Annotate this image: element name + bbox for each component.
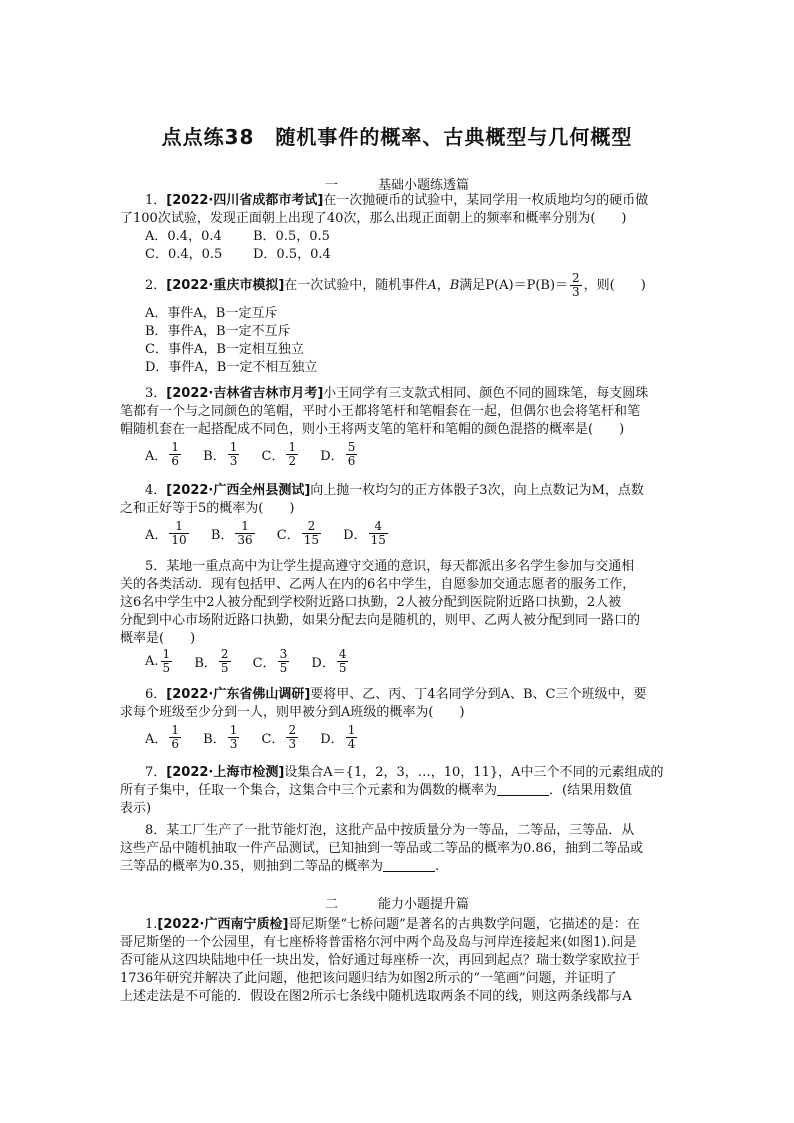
fraction [337,648,349,675]
numerator: 1 [171,723,180,737]
problem-1 [145,916,705,934]
denominator: 3 [572,285,580,299]
option-row [145,441,375,468]
numerator: 1 [347,723,356,737]
fraction [161,648,173,675]
denominator: 6 [347,454,356,468]
numerator: 1 [288,440,297,454]
question-text: 了100次试验，发现正面朝上出现了40次，那么出现正面朝上的频率和概率分别为( ) [120,211,627,226]
separator: ， [436,278,450,293]
denominator: 36 [237,533,253,547]
page-title: 点点练38 随机事件的概率、古典概型与几何概型 [161,125,633,149]
question-text: 满足 [459,278,486,293]
numerator: 4 [374,519,383,533]
fraction [346,441,358,468]
question-2 [145,272,705,299]
question-text: 帽随机套在一起搭配成不同色，则小王将两支笔的笔杆和笔帽的颜色混搭的概率是( ) [120,422,625,437]
question-text: 要将甲、乙、丙、丁4名同学分到A、B、C三个班级中，要 [310,687,647,702]
question-source: [2022·上海市检测] [166,765,285,780]
fraction [169,520,188,547]
question-number: 8． [145,823,167,838]
equation: P(A)＝P(B)＝ [485,278,569,293]
numerator: 5 [347,440,356,454]
section-label: 能力小题提升篇 [378,897,470,912]
fraction [570,272,582,299]
fraction [228,724,240,751]
question-text: 小王同学有三支款式相同、颜色不同的圆珠笔，每支圆珠 [323,386,649,401]
option-row [145,520,406,547]
question-text: 分配到中心市场附近路口执勤，如果分配去向是随机的，则甲、乙两人被分配到同一路口的 [120,613,641,628]
option-label: C． [261,449,285,464]
question-number: 4． [145,483,167,498]
denominator: 5 [220,661,229,675]
question-text: 向上抛一枚均匀的正方体骰子3次，向上点数记为M，点数 [310,483,644,498]
question-text: 否可能从这四块陆地中任一块出发，恰好通过每座桥一次，再回到起点？瑞士数学家欧拉于 [120,953,641,968]
answer-blank[interactable] [497,783,549,796]
denominator: 4 [347,737,356,751]
numerator: 1 [171,440,180,454]
denominator: 6 [171,737,180,751]
option-d[interactable]: D．事件A，B一定不相互独立 [145,360,318,375]
option-label: B． [203,449,226,464]
section-number: 一 [324,178,338,193]
fraction [369,520,388,547]
section-heading-basic [0,174,794,193]
option-label: B． [203,732,226,747]
denominator: 5 [338,661,347,675]
question-text: 上述走法是不可能的．假设在图2所示七条线中随机选取两条不同的线，则这两条线都与A [120,989,632,1004]
option-b[interactable]: B．事件A，B一定不互斥 [145,324,291,339]
question-text: ，则( ) [583,278,646,293]
option-c[interactable]: C．事件A，B一定相互独立 [145,342,304,357]
fraction [346,724,358,751]
question-number: 3． [145,386,167,401]
question-1 [145,192,705,210]
numerator: 1 [241,519,249,533]
fraction [302,520,321,547]
question-text: 表示) [120,801,152,816]
numerator: 1 [162,647,171,661]
numerator: 1 [175,519,183,533]
option-label: D． [320,732,344,747]
question-number: 5． [145,559,167,574]
option-d[interactable] [343,520,390,547]
option-b[interactable] [211,520,257,547]
question-source: [2022·重庆市模拟] [166,278,285,293]
question-4 [145,482,705,500]
question-text: 1736年研究并解决了此问题，他把该问题归结为如图2所示的“一笔画”问题，并证明了 [120,971,617,986]
question-number: 7． [145,765,167,780]
numerator: 2 [572,271,580,285]
question-text: 哥尼斯堡的一个公园里，有七座桥将普雷格尔河中两个岛及岛与河岸连接起来(如图1).问是 [120,935,637,950]
numerator: 2 [288,723,297,737]
question-7 [145,764,705,782]
question-text: 设集合A＝{1，2，3，…，10，11}，A中三个不同的元素组成的 [284,765,664,780]
fraction [286,724,298,751]
option-label: A． [145,732,168,747]
question-number: 6． [145,687,167,702]
question-source: [2022·广西全州县测试] [166,483,311,498]
variable-a: A [427,278,437,293]
fraction [235,520,254,547]
question-text: 在一次抛硬币的试验中，某同学用一枚质地均匀的硬币做 [323,193,649,208]
question-number: 2． [145,278,167,293]
question-text: 哥尼斯堡“七桥问题”是著名的古典数学问题，它描述的是：在 [288,917,640,932]
option-d[interactable]: D．0.5，0.4 [253,247,331,262]
fraction [228,441,240,468]
fraction [219,648,231,675]
option-label: D． [320,449,344,464]
option-a[interactable] [145,648,174,675]
option-c[interactable]: C．0.4，0.5 [145,247,223,262]
option-label: B． [210,528,234,543]
denominator: 3 [288,737,297,751]
denominator: 3 [229,454,238,468]
option-label: D． [343,528,367,543]
question-text: 这些产品中随机抽取一件产品测试，已知抽到一等品或二等品的概率为0.86，抽到二等品或 [120,841,643,856]
option-label: B． [194,656,217,671]
option-a[interactable] [145,520,191,547]
option-label: A. [145,654,159,669]
question-text: 某工厂生产了一批节能灯泡，这批产品中按质量分为一等品，二等品，三等品．从 [166,823,635,838]
option-c[interactable] [262,441,301,468]
denominator: 10 [171,533,187,547]
section-number: 二 [324,897,338,912]
option-b[interactable] [203,441,241,468]
option-a[interactable]: A．0.4，0.4 [145,229,222,244]
option-row [145,228,705,246]
option-a[interactable]: A．事件A，B一定互斥 [145,306,278,321]
option-d[interactable] [320,441,359,468]
denominator: 5 [162,661,171,675]
option-label: C． [252,656,276,671]
question-text: 三等品的概率为0.35，则抽到二等品的概率为 [120,859,383,874]
question-8 [145,822,705,840]
question-text: 概率是( ) [120,631,196,646]
question-number: 1. [145,917,158,932]
question-text: 求每个班级至少分到一人，则甲被分到A班级的概率为( ) [120,705,465,720]
question-text-line [120,858,680,876]
denominator: 5 [279,661,288,675]
section-label: 基础小题练透篇 [378,178,470,193]
question-source: [2022·四川省成都市考试] [166,193,324,208]
numerator: 2 [220,647,229,661]
option-d[interactable] [320,724,359,751]
question-source: [2022·广东省佛山调研] [166,687,311,702]
question-6 [145,686,705,704]
denominator: 15 [370,533,386,547]
question-text-line [120,782,680,800]
question-text: 某地一重点高中为让学生提高遵守交通的意识，每天都派出多名学生参加与交通相 [166,559,635,574]
fraction [278,648,290,675]
question-text: 关的各类活动．现有包括甲、乙两人在内的6名中学生，自愿参加交通志愿者的服务工作， [120,577,636,592]
option-c[interactable] [253,648,292,675]
question-text: 这6名中学生中2人被分配到学校附近路口执勤，2人被分配到医院附近路口执勤，2人被 [120,595,622,610]
option-row [145,724,375,751]
question-text: ．(结果用数值 [549,783,633,798]
option-c[interactable] [262,724,301,751]
option-row [145,246,705,264]
section-heading-advanced [0,893,794,912]
option-label: A． [145,528,168,543]
question-text: 所有子集中，任取一个集合，这集合中三个元素和为偶数的概率为 [120,783,498,798]
option-a[interactable] [145,441,183,468]
question-source: [2022·吉林省吉林市月考] [166,386,324,401]
numerator: 3 [279,647,288,661]
question-text: . [434,859,440,874]
option-b[interactable]: B．0.5，0.5 [253,229,330,244]
fraction [169,724,181,751]
option-label: C． [276,528,300,543]
option-c[interactable] [277,520,323,547]
denominator: 15 [303,533,320,547]
option-b[interactable] [203,724,241,751]
question-text: 笔都有一个与之同颜色的笔帽，平时小王都将笔杆和笔帽套在一起，但偶尔也会将笔杆和笔 [120,404,641,419]
answer-blank[interactable] [383,859,435,872]
question-5 [145,558,705,576]
denominator: 2 [288,454,297,468]
numerator: 2 [307,519,316,533]
denominator: 3 [229,737,238,751]
numerator: 4 [338,647,347,661]
fraction [286,441,298,468]
fraction [169,441,181,468]
question-source: [2022·广西南宁质检] [157,917,289,932]
option-row [145,648,366,675]
option-d[interactable] [311,648,350,675]
question-3 [145,385,705,403]
option-b[interactable] [194,648,232,675]
option-label: D． [311,656,335,671]
option-label: C． [261,732,285,747]
question-text: 在一次试验中，随机事件 [284,278,428,293]
option-label: A． [145,449,168,464]
option-a[interactable] [145,724,183,751]
denominator: 6 [171,454,180,468]
numerator: 1 [229,723,238,737]
variable-b: B [449,278,460,293]
question-number: 1． [145,193,167,208]
numerator: 1 [229,440,238,454]
question-text: 之和正好等于5的概率为( ) [120,501,295,516]
